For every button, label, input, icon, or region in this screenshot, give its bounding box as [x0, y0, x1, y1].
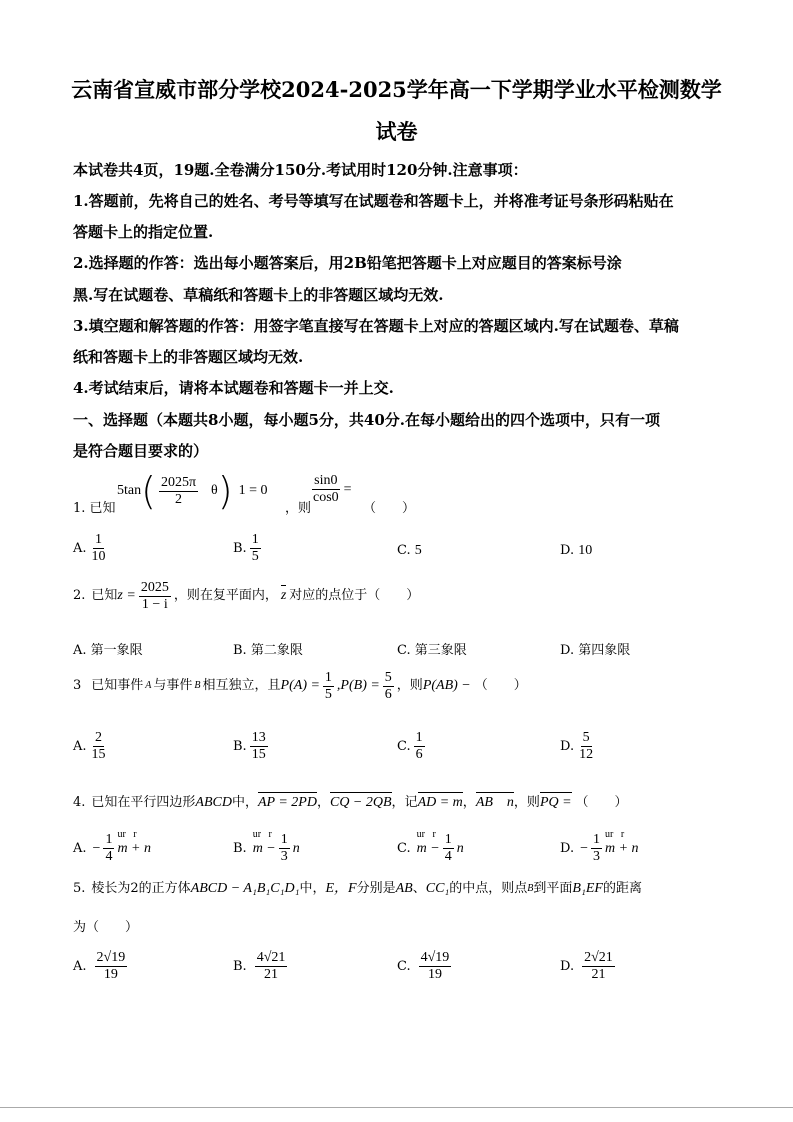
note-3a: 3.填空题和解答题的作答：用签字笔直接写在答题卡上对应的答题区域内.写在试题卷、草稿 [73, 317, 679, 335]
option-text: 第三象限 [414, 643, 467, 658]
q4-sep-1: ， [316, 795, 330, 810]
q3-option-c[interactable] [397, 730, 428, 763]
q3-pa-num: 1 [324, 669, 332, 685]
option-den: 15 [91, 747, 106, 762]
option-fraction [419, 950, 452, 983]
q4-cond-3: AD = m [417, 795, 463, 810]
q2-z-lhs: z = [117, 588, 136, 603]
option-fraction [582, 950, 615, 983]
q4-cond-4: AB n [475, 795, 514, 810]
section-heading-b: 是符合题目要求的） [73, 442, 209, 460]
q3-event-b: B [194, 680, 201, 691]
q5-line-2: 为（ ） [73, 920, 139, 935]
q2-option-a[interactable] [73, 639, 143, 658]
q1-ratio-num: sin0 [314, 473, 338, 488]
q3-text-a: 已知事件 [91, 678, 144, 693]
option-fraction [414, 730, 425, 763]
note-3b: 纸和答题卡上的非答题区域均无效. [73, 348, 304, 366]
q1-left-paren: ( [141, 469, 156, 513]
q2-z-bar: z [280, 588, 287, 603]
option-text: 第二象限 [250, 643, 303, 658]
q5-text-d: 、 [412, 881, 426, 896]
q2-number: 2. [73, 588, 86, 603]
option-label: A. [73, 841, 87, 856]
q2-stem [73, 576, 419, 616]
q1-number: 1. [73, 501, 86, 516]
q1-rest: 1 = 0 [238, 483, 268, 498]
q5-plane: B₁EF [572, 881, 603, 896]
q5-number: 5. [73, 881, 86, 896]
option-den: 4 [444, 849, 452, 864]
q1-coef: 5tan [117, 483, 142, 498]
q5-points: E，F [325, 881, 357, 896]
option-den: 6 [415, 747, 423, 762]
q1-option-a[interactable] [73, 532, 111, 565]
option-label: B. [233, 739, 247, 754]
q1-ratio [308, 473, 352, 506]
option-num: 4√21 [256, 950, 286, 965]
q2-num: 2025 [140, 579, 169, 595]
option-rest: m + n [117, 840, 151, 856]
option-label: B. [233, 643, 247, 658]
option-text: 第四象限 [578, 643, 631, 658]
option-fraction [279, 832, 290, 865]
option-label: D. [560, 543, 575, 558]
q5-stem [73, 880, 642, 898]
q1-angle-num: 2025π [160, 474, 197, 490]
option-label: A. [73, 739, 87, 754]
q5-text-e: 的中点，则点 [449, 881, 528, 896]
q5-solid: ABCD − A₁B₁C₁D₁ [190, 881, 300, 896]
option-fraction [90, 730, 108, 763]
option-num: 1 [593, 832, 600, 847]
option-den: 3 [593, 849, 600, 864]
q4-text-b: 中， [231, 795, 258, 810]
option-lead-text: m − [252, 840, 276, 856]
note-2a: 2.选择题的作答：选出每小题答案后，用2B铅笔把答题卡上对应题目的答案标号涂 [73, 254, 622, 272]
q1-option-b[interactable] [233, 532, 264, 565]
option-num: 1 [105, 832, 113, 847]
q2-fraction [139, 580, 171, 613]
q5-option-b[interactable] [233, 950, 290, 983]
option-den: 19 [103, 967, 118, 982]
q1-equation [117, 466, 267, 516]
option-text: 10 [578, 543, 593, 558]
option-label: A. [73, 541, 87, 556]
option-text: 第一象限 [90, 643, 143, 658]
option-text: 5 [414, 543, 422, 558]
option-num: 2√19 [96, 950, 126, 965]
q3-pa-den: 5 [324, 686, 332, 702]
q4-sep-2: ， [462, 795, 476, 810]
option-label: D. [560, 841, 575, 856]
option-label: A. [73, 959, 87, 974]
q3-stem [73, 666, 527, 706]
option-fraction [103, 832, 114, 865]
option-rest: n [292, 840, 300, 856]
option-fraction [250, 730, 268, 763]
q2-suffix-b: 对应的点位于（ ） [289, 588, 420, 603]
q3-event-a: A [145, 680, 152, 691]
q4-option-c[interactable] [397, 828, 464, 865]
option-den: 4 [105, 849, 113, 864]
note-2b: 黑.写在试题卷、草稿纸和答题卡上的非答题区域均无效. [73, 286, 444, 304]
q3-option-b[interactable] [233, 730, 271, 763]
q2-option-d[interactable] [560, 639, 630, 658]
q2-suffix-a: ，则在复平面内， [173, 588, 278, 603]
q5-text-g: 的距离 [602, 881, 642, 896]
page-bottom-rule [0, 1107, 793, 1108]
q2-option-b[interactable] [233, 639, 303, 658]
q3-pb: ,P(B) = [336, 678, 380, 693]
option-label: D. [560, 643, 575, 658]
q4-text-a: 已知在平行四边形 [91, 795, 196, 810]
q4-option-b[interactable] [233, 828, 300, 865]
option-label: D. [560, 959, 575, 974]
q4-shape: ABCD [195, 795, 232, 810]
option-fraction [90, 532, 108, 565]
exam-title-line1: 云南省宣威市部分学校2024-2025学年高一下学期学业水平检测数学 [71, 77, 722, 102]
q5-option-c[interactable] [397, 950, 454, 983]
q3-option-a[interactable] [73, 730, 111, 763]
option-den: 21 [591, 967, 606, 982]
option-vector-marks: ur r [605, 828, 625, 840]
q2-den: 1 − i [141, 596, 168, 612]
q3-pa: P(A) = [280, 678, 320, 693]
option-fraction [443, 832, 454, 865]
option-den: 3 [280, 849, 288, 864]
q2-prefix: 已知 [91, 588, 118, 603]
q3-blank: （ ） [474, 678, 527, 693]
q5-text-b: 中， [299, 881, 326, 896]
option-den: 19 [427, 967, 442, 982]
q1-theta: θ [211, 483, 218, 498]
option-label: A. [73, 643, 87, 658]
section-heading-a: 一、选择题（本题共8小题，每小题5分，共40分.在每小题给出的四个选项中，只有一项 [73, 411, 660, 429]
option-label: C. [397, 739, 411, 754]
option-label: C. [397, 841, 411, 856]
option-sign: − [580, 840, 588, 856]
option-den: 12 [579, 747, 594, 762]
q1-option-c[interactable] [397, 543, 422, 559]
option-vector-marks: ur r [117, 828, 137, 840]
q4-option-a[interactable] [73, 828, 151, 865]
q4-blank: （ ） [575, 795, 628, 810]
option-num: 1 [444, 832, 452, 847]
option-expr [117, 828, 151, 857]
option-num: 13 [251, 730, 266, 745]
option-lead-text: m − [416, 840, 440, 856]
option-label: B. [233, 959, 247, 974]
q1-blank: （ ） [363, 501, 416, 516]
q1-option-d[interactable] [560, 543, 592, 559]
option-fraction [95, 950, 128, 983]
q5-text-f: 到平面 [533, 881, 573, 896]
q4-query: PQ = [539, 795, 572, 810]
q5-option-d[interactable] [560, 950, 618, 983]
option-lead [252, 828, 276, 857]
option-den: 15 [251, 747, 266, 762]
q3-pb-num: 5 [384, 669, 392, 685]
q1-mid: ，则 [285, 501, 312, 516]
option-fraction [255, 950, 288, 983]
q1-ratio-fraction [311, 473, 341, 506]
option-label: B. [233, 841, 247, 856]
option-label: C. [397, 543, 411, 558]
q1-equals: = [343, 481, 352, 497]
q3-pb-den: 6 [384, 686, 392, 702]
q5-segment-2: CC₁ [425, 881, 450, 896]
option-fraction [577, 730, 595, 763]
option-vector-marks: ur r [416, 828, 436, 840]
q1-angle-fraction [159, 475, 198, 508]
q3-query: P(AB) − [422, 678, 471, 693]
option-sign: − [92, 840, 101, 856]
q4-text-c: ，记 [391, 795, 418, 810]
q3-text-c: 相互独立，且 [202, 678, 281, 693]
q4-option-d[interactable] [560, 828, 639, 865]
q2-option-c[interactable] [397, 639, 467, 658]
q5-segment-1: AB [395, 881, 413, 896]
q4-number: 4. [73, 795, 86, 810]
q3-text-d: ，则 [396, 678, 423, 693]
option-num: 2 [95, 730, 103, 745]
q3-text-b: 与事件 [153, 678, 193, 693]
q3-pb-fraction [383, 670, 394, 703]
q1-angle-den: 2 [174, 491, 182, 507]
option-label: D. [560, 739, 575, 754]
q5-option-a[interactable] [73, 950, 130, 983]
option-den: 10 [91, 549, 106, 564]
option-num: 2√21 [584, 950, 613, 965]
option-den: 5 [251, 549, 259, 564]
exam-summary: 本试卷共4页，19题.全卷满分150分.考试用时120分钟.注意事项： [73, 161, 528, 179]
note-1b: 答题卡上的指定位置. [73, 223, 214, 241]
q3-option-d[interactable] [560, 730, 598, 763]
option-num: 1 [95, 532, 103, 547]
option-num: 1 [251, 532, 259, 547]
q5-point: B [527, 883, 534, 894]
option-num: 1 [415, 730, 423, 745]
option-label: C. [397, 959, 411, 974]
option-expr [605, 828, 639, 857]
note-4: 4.考试结束后，请将本试题卷和答题卡一并上交. [73, 379, 394, 397]
q4-stem [73, 794, 628, 812]
q3-pa-fraction [323, 670, 334, 703]
q4-cond-2: CQ − 2QB [329, 795, 392, 810]
q4-text-d: ，则 [513, 795, 540, 810]
note-1a: 1.答题前，先将自己的姓名、考号等填写在试题卷和答题卡上，并将准考证号条形码粘贴在 [73, 192, 674, 210]
q5-text-c: 分别是 [356, 881, 396, 896]
option-vector-marks: ur r [252, 828, 272, 840]
option-fraction [250, 532, 261, 565]
q4-cond-1: AP = 2PD [258, 795, 317, 810]
option-num: 4√19 [420, 950, 450, 965]
q1-right-paren: ) [217, 469, 233, 513]
option-label: C. [397, 643, 411, 658]
option-rest: m + n [605, 840, 639, 856]
q1-ratio-den: cos0 [313, 490, 339, 505]
option-num: 1 [280, 832, 288, 847]
option-label: B. [233, 541, 247, 556]
option-den: 21 [264, 967, 279, 982]
q3-number: 3 [73, 678, 82, 693]
q5-text-a: 棱长为2的正方体 [91, 881, 191, 896]
option-rest: n [456, 840, 464, 856]
option-fraction [591, 832, 602, 865]
exam-title-line2: 试卷 [375, 119, 418, 144]
option-num: 5 [582, 730, 590, 745]
q1-prefix: 已知 [89, 501, 116, 516]
option-lead [416, 828, 440, 857]
